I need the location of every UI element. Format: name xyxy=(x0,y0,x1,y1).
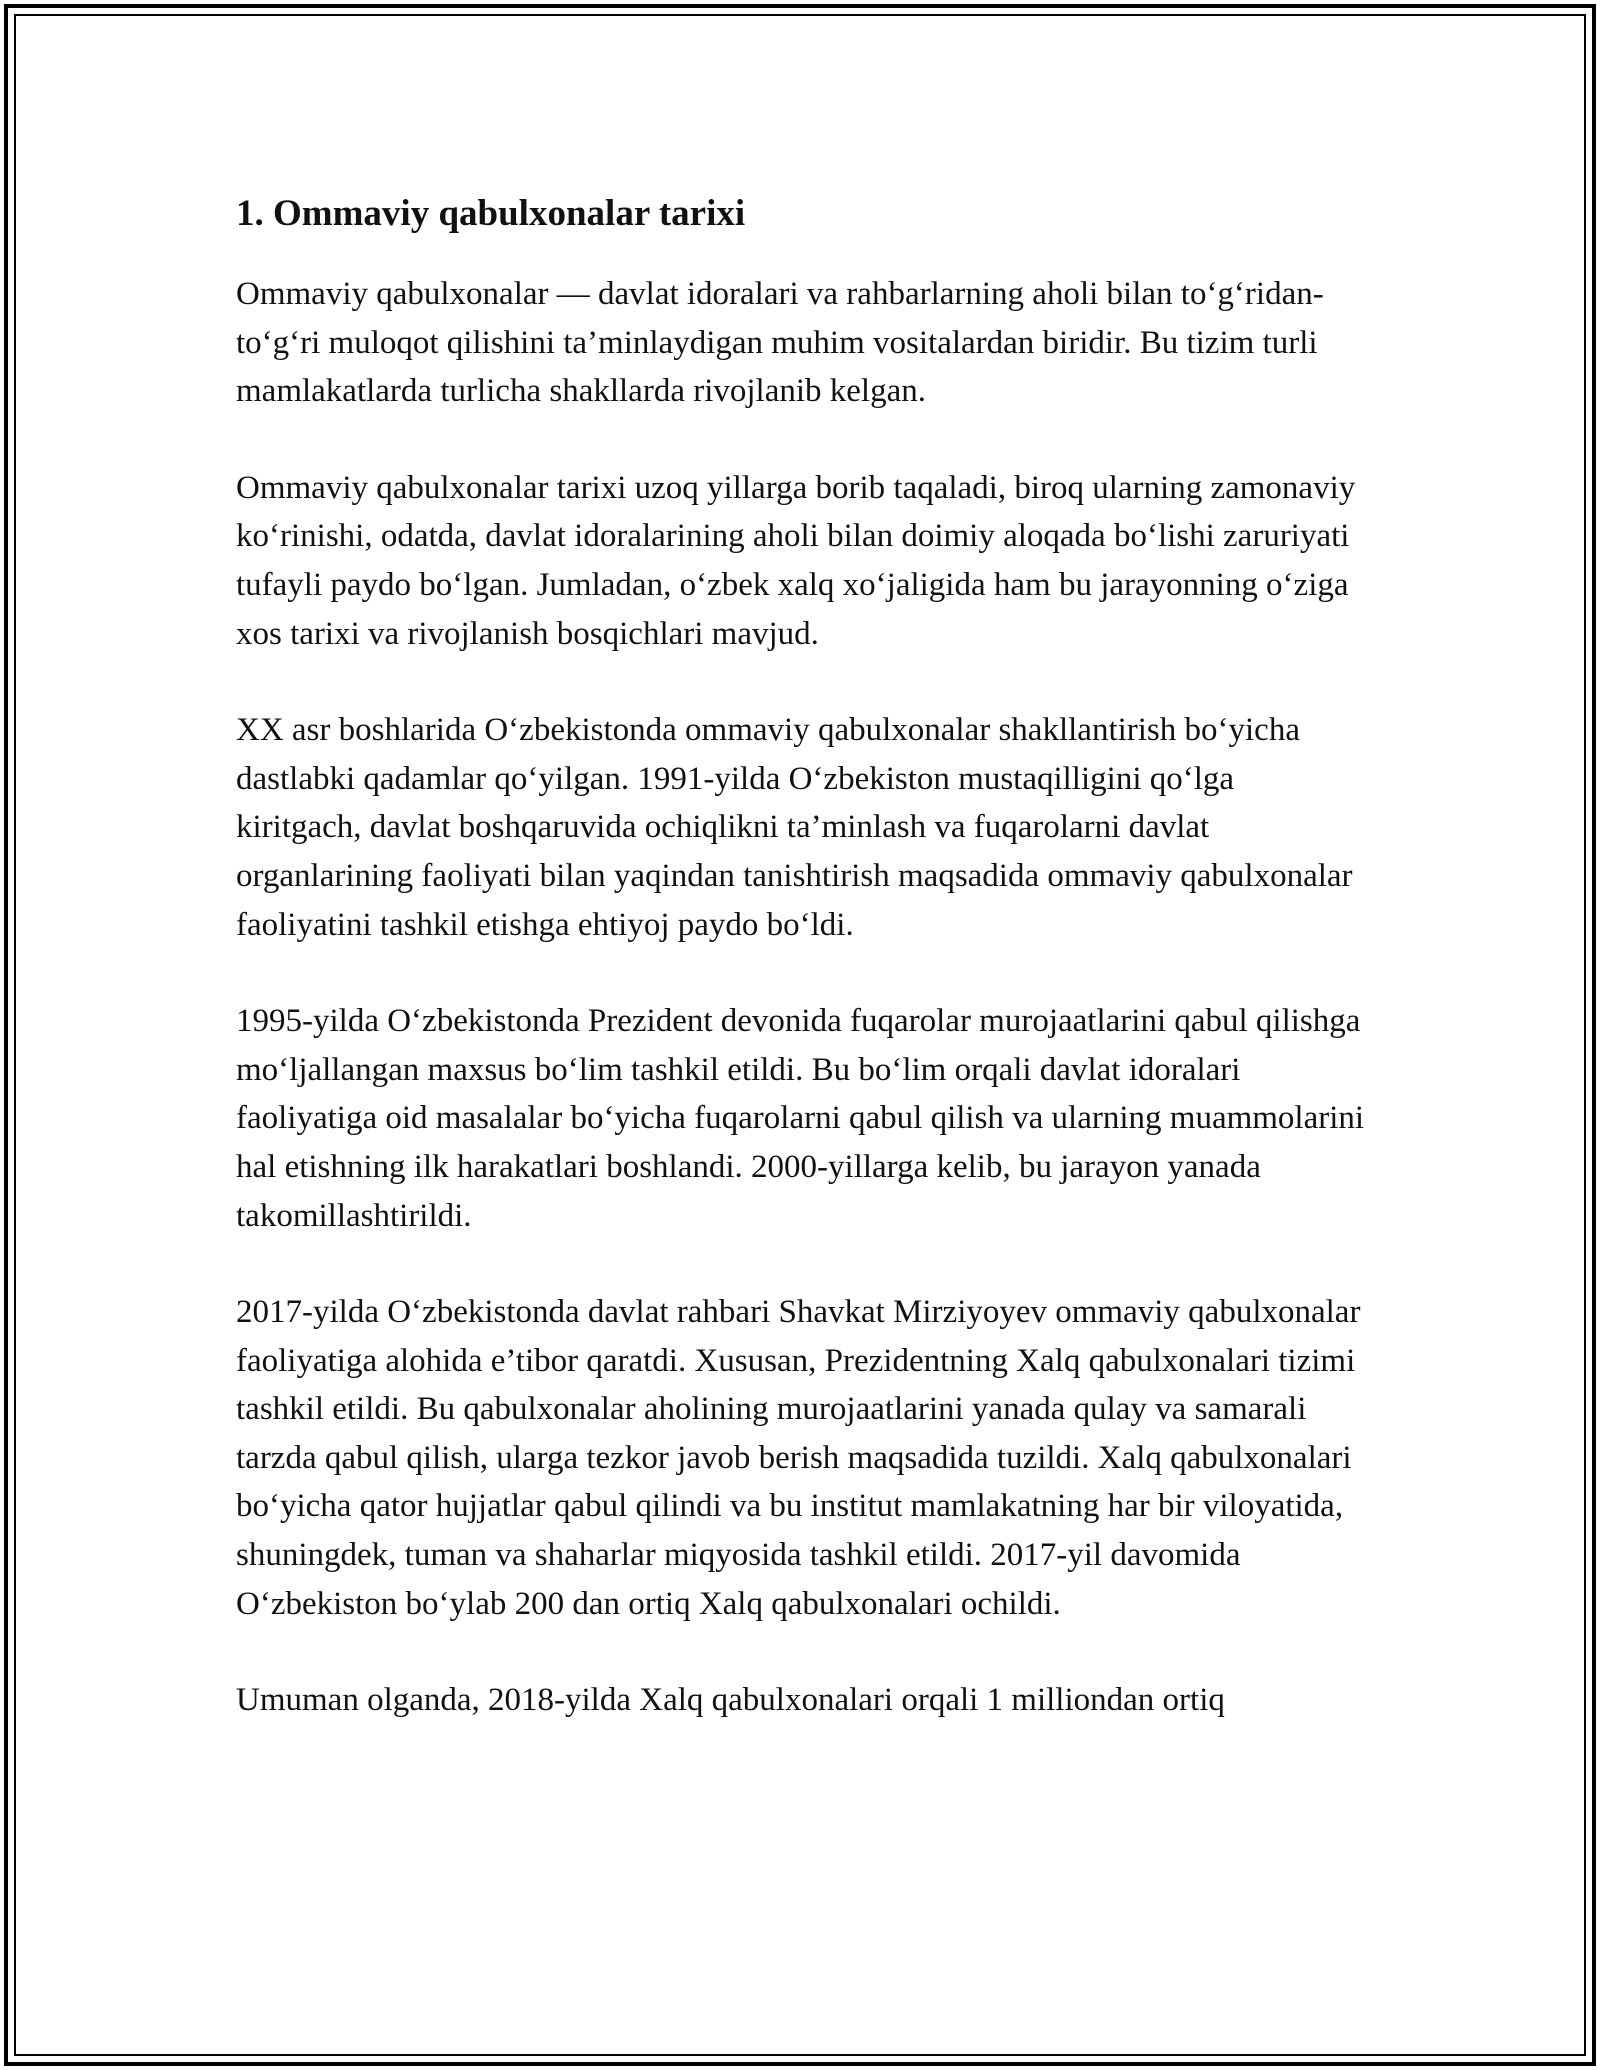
paragraph-4: 1995-yilda O‘zbekistonda Prezident devonida fuqarolar murojaatlarini qabul qilishga mo‘ljallangan maxsus bo‘lim tashkil etildi. Bu bo‘lim orqali davlat idoralari faoliyatiga oid masalalar bo‘yicha fuqarolarni qabul qilish va ularning muammolarini hal etishning ilk harakatlari boshlandi. 2000-yillarga kelib, bu jarayon yanada takomillashtirildi. xyxy=(236,1003,1365,1234)
paragraph-5: 2017-yilda O‘zbekistonda davlat rahbari Shavkat Mirziyoyev ommaviy qabulxonalar faoliyatiga alohida e’tibor qaratdi. Xususan, Prezidentning Xalq qabulxonalari tizimi tashkil etildi. Bu qabulxonalar aholining murojaatlarini yanada qulay va samarali tarzda qabul qilish, ularga tezkor javob berish maqsadida tuzildi. Xalq qabulxonalari bo‘yicha qator hujjatlar qabul qilindi va bu institut mamlakatning har bir viloyatida, shuningdek, tuman va shaharlar miqyosida tashkil etildi. 2017-yil davomida O‘zbekiston bo‘ylab 200 dan ortiq Xalq qabulxonalari ochildi. xyxy=(236,1294,1361,1622)
paragraph-2: Ommaviy qabulxonalar tarixi uzoq yillarga borib taqaladi, biroq ularning zamonaviy ko‘rinishi, odatda, davlat idoralarining aholi bilan doimiy aloqada bo‘lishi zaruriyati tufayli paydo bo‘lgan. Jumladan, o‘zbek xalq xo‘jaligida ham bu jarayonning o‘ziga xos tarixi va rivojlanish bosqichlari mavjud. xyxy=(236,469,1356,652)
document-body xyxy=(236,188,1366,1773)
paragraph-3: XX asr boshlarida O‘zbekistonda ommaviy qabulxonalar shakllantirish bo‘yicha dastlabki qadamlar qo‘yilgan. 1991-yilda O‘zbekiston mustaqilligini qo‘lga kiritgach, davlat boshqaruvida ochiqlikni ta’minlash va fuqarolarni davlat organlarining faoliyati bilan yaqindan tanishtirish maqsadida ommaviy qabulxonalar faoliyatini tashkil etishga ehtiyoj paydo bo‘ldi. xyxy=(236,712,1353,943)
paragraph-6: Umuman olganda, 2018-yilda Xalq qabulxonalari orqali 1 milliondan ortiq xyxy=(236,1682,1225,1719)
section-heading: 1. Ommaviy qabulxonalar tarixi xyxy=(236,193,746,234)
paragraph-1: Ommaviy qabulxonalar — davlat idoralari va rahbarlarning aholi bilan to‘g‘ridan-to‘g‘ri muloqot qilishini ta’minlaydigan muhim vositalardan biridir. Bu tizim turli mamlakatlarda turlicha shakllarda rivojlanib kelgan. xyxy=(236,276,1324,410)
